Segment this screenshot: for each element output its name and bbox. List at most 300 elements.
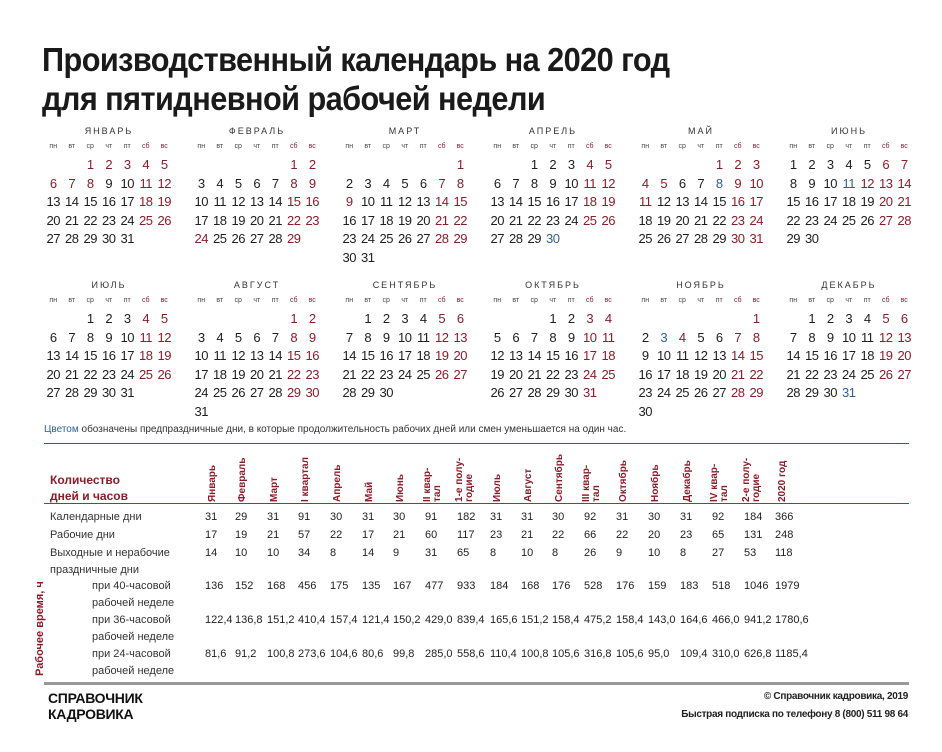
day-cell: 24 xyxy=(361,231,375,246)
logo-line-1: СПРАВОЧНИК xyxy=(48,690,143,706)
weekday-label: пт xyxy=(715,297,723,304)
day-cell: 17 xyxy=(120,194,134,209)
day-cell: 24 xyxy=(564,212,578,228)
day-cell: 20 xyxy=(46,366,60,382)
day-cell: 27 xyxy=(675,231,689,246)
empty-day xyxy=(63,156,82,175)
day-cell: 18 xyxy=(416,348,430,363)
holiday-day: 24 xyxy=(194,231,208,246)
empty-day xyxy=(488,156,507,175)
day-cell: 17 xyxy=(657,366,671,382)
day-cell: 12 xyxy=(490,348,504,363)
day-cell: 14 xyxy=(342,348,356,363)
weekday-label: чт xyxy=(845,297,853,304)
table-cell: 158,4 xyxy=(552,614,580,626)
holiday-day: 10 xyxy=(583,329,597,345)
column-header xyxy=(550,446,570,502)
week-row xyxy=(340,175,470,194)
day-cell: 26 xyxy=(657,231,671,246)
holiday-day: 2 xyxy=(105,157,113,172)
table-cell: 176 xyxy=(616,580,635,592)
day-cell: 8 xyxy=(86,329,94,345)
weekday-label: пн xyxy=(49,297,58,304)
day-cell: 15 xyxy=(712,194,726,209)
empty-day xyxy=(192,310,211,329)
column-header-label: Май xyxy=(364,481,375,502)
weekday-label: чт xyxy=(401,297,409,304)
day-cell: 3 xyxy=(123,311,131,326)
day-cell: 18 xyxy=(213,212,227,228)
header-label-line-2: дней и часов xyxy=(50,489,128,503)
week-row xyxy=(340,230,470,249)
holiday-day: 1 xyxy=(290,311,298,326)
week-row xyxy=(784,347,914,366)
table-cell: 31 xyxy=(490,511,503,523)
day-cell: 18 xyxy=(638,212,652,228)
weekday-label: пт xyxy=(271,143,279,150)
weekday-row xyxy=(636,138,766,156)
day-cell: 31 xyxy=(120,385,134,400)
table-cell: 8 xyxy=(552,547,559,559)
day-cell: 4 xyxy=(863,311,871,326)
table-cell: 164,6 xyxy=(680,614,708,626)
column-header-label: Март xyxy=(269,477,280,502)
weekday-row xyxy=(784,292,914,310)
week-row xyxy=(784,384,914,403)
day-cell: 6 xyxy=(253,175,261,191)
row-label: при 36-часовой xyxy=(92,614,171,626)
table-cell: 168 xyxy=(521,580,540,592)
holiday-day: 13 xyxy=(453,329,467,345)
empty-day xyxy=(248,156,267,175)
holiday-day: 7 xyxy=(900,157,908,172)
holiday-day: 4 xyxy=(142,157,150,172)
week-row xyxy=(636,384,766,403)
table-cell: 167 xyxy=(393,580,412,592)
day-cell: 17 xyxy=(823,194,837,209)
table-cell: 151,2 xyxy=(521,614,549,626)
day-cell: 13 xyxy=(46,348,60,363)
holiday-day: 7 xyxy=(734,329,742,345)
empty-day xyxy=(507,156,526,175)
day-cell: 10 xyxy=(120,329,134,345)
weekday-label: пн xyxy=(789,297,798,304)
holiday-day: 12 xyxy=(435,329,449,345)
day-cell: 5 xyxy=(697,329,705,345)
holiday-day: 3 xyxy=(586,311,594,326)
table-cell: 20 xyxy=(648,529,661,541)
weekday-label: вт xyxy=(216,297,224,304)
day-cell: 26 xyxy=(231,231,245,246)
holiday-day: 28 xyxy=(897,212,911,228)
weekday-label: пт xyxy=(123,143,131,150)
day-cell: 4 xyxy=(216,175,224,191)
month-5 xyxy=(636,124,766,249)
day-cell: 8 xyxy=(530,175,538,191)
empty-day xyxy=(340,310,359,329)
table-top-divider xyxy=(44,443,909,444)
holiday-day: 5 xyxy=(604,157,612,172)
subscribe-text: Быстрая подписка по телефону 8 (800) 511 98 64 xyxy=(681,709,908,720)
day-cell: 26 xyxy=(231,385,245,400)
weekday-label: ср xyxy=(826,143,834,150)
day-cell: 9 xyxy=(105,175,113,191)
holiday-day: 21 xyxy=(731,366,745,382)
day-cell: 14 xyxy=(65,194,79,209)
holiday-day: 2 xyxy=(308,311,316,326)
table-cell: 183 xyxy=(680,580,699,592)
empty-day xyxy=(655,310,674,329)
day-cell: 15 xyxy=(786,194,800,209)
day-cell: 15 xyxy=(805,348,819,363)
day-cell: 8 xyxy=(364,329,372,345)
day-cell: 1 xyxy=(530,157,538,172)
weekday-label: сб xyxy=(881,297,890,304)
day-cell: 2 xyxy=(382,311,390,326)
holiday-day: 25 xyxy=(139,366,153,382)
week-row xyxy=(488,175,618,194)
day-cell: 1 xyxy=(86,311,94,326)
day-cell: 6 xyxy=(678,175,686,191)
day-cell: 20 xyxy=(490,212,504,228)
table-cell: 22 xyxy=(616,529,629,541)
month-11 xyxy=(636,278,766,421)
day-cell: 17 xyxy=(194,366,208,382)
table-cell: 10 xyxy=(267,547,280,559)
title-line-1: Производственный календарь на 2020 год xyxy=(42,41,670,78)
holiday-day: 25 xyxy=(601,366,615,382)
holiday-day: 11 xyxy=(639,194,652,209)
week-row xyxy=(192,310,322,329)
day-cell: 21 xyxy=(527,366,541,382)
week-row xyxy=(784,310,914,329)
day-cell: 13 xyxy=(250,194,264,209)
holiday-day: 15 xyxy=(453,194,467,209)
month-7 xyxy=(44,278,174,403)
week-row xyxy=(340,329,470,348)
weekday-label: пн xyxy=(345,143,354,150)
holiday-day: 4 xyxy=(604,311,612,326)
month-name: ИЮЛЬ xyxy=(91,280,127,290)
week-row xyxy=(192,175,322,194)
table-cell: 165,6 xyxy=(490,614,518,626)
holiday-day: 18 xyxy=(583,194,597,209)
week-row xyxy=(340,212,470,231)
day-cell: 2 xyxy=(808,157,816,172)
day-cell: 13 xyxy=(46,194,60,209)
empty-day xyxy=(359,156,378,175)
table-cell: 8 xyxy=(680,547,687,559)
day-cell: 10 xyxy=(564,175,578,191)
weekday-label: пт xyxy=(567,297,575,304)
holiday-day: 22 xyxy=(287,366,301,382)
day-cell: 27 xyxy=(490,231,504,246)
weekday-label: вс xyxy=(308,143,316,150)
holiday-day: 8 xyxy=(290,329,298,345)
empty-day xyxy=(396,156,415,175)
day-cell: 20 xyxy=(712,366,726,382)
table-cell: 121,4 xyxy=(362,614,390,626)
table-cell: 136 xyxy=(205,580,224,592)
day-cell: 16 xyxy=(564,348,578,363)
day-cell: 25 xyxy=(213,231,227,246)
day-cell: 18 xyxy=(379,212,393,228)
table-cell: 456 xyxy=(298,580,317,592)
table-cell: 65 xyxy=(712,529,725,541)
table-cell: 100,8 xyxy=(521,648,549,660)
empty-day xyxy=(673,156,692,175)
holiday-day: 18 xyxy=(139,194,153,209)
pre-holiday-day: 11 xyxy=(842,175,855,191)
table-cell: 8 xyxy=(490,547,497,559)
table-cell: 175 xyxy=(330,580,349,592)
column-header-label: III квар- тал xyxy=(581,464,602,502)
week-row xyxy=(340,384,470,403)
empty-day xyxy=(636,310,655,329)
day-cell: 24 xyxy=(823,212,837,228)
holiday-day: 26 xyxy=(157,212,171,228)
table-cell: 31 xyxy=(521,511,534,523)
column-header-label: Апрель xyxy=(332,464,343,502)
day-cell: 21 xyxy=(694,212,708,228)
weekday-label: ср xyxy=(86,143,94,150)
table-cell: 839,4 xyxy=(457,614,485,626)
weekday-label: чт xyxy=(845,143,853,150)
day-cell: 3 xyxy=(826,157,834,172)
holiday-day: 11 xyxy=(139,329,152,345)
day-cell: 21 xyxy=(65,366,79,382)
holiday-day: 5 xyxy=(660,175,668,191)
day-cell: 18 xyxy=(842,194,856,209)
day-cell: 13 xyxy=(712,348,726,363)
legend-note xyxy=(44,424,626,435)
holiday-day: 6 xyxy=(49,175,57,191)
weekday-label: вс xyxy=(900,297,908,304)
table-cell: 273,6 xyxy=(298,648,326,660)
holiday-day: 9 xyxy=(734,175,742,191)
day-cell: 17 xyxy=(564,194,578,209)
column-header xyxy=(423,446,443,502)
weekday-label: вт xyxy=(68,297,76,304)
holiday-day: 19 xyxy=(435,348,449,363)
holiday-day: 5 xyxy=(160,311,168,326)
day-cell: 12 xyxy=(231,348,245,363)
week-row xyxy=(784,212,914,231)
pre-holiday-day: 8 xyxy=(715,175,723,191)
weekday-label: пт xyxy=(863,297,871,304)
week-row xyxy=(192,212,322,231)
day-cell: 28 xyxy=(342,385,356,400)
day-cell: 14 xyxy=(268,194,282,209)
holiday-day: 13 xyxy=(897,329,911,345)
day-cell: 7 xyxy=(271,329,279,345)
table-cell: 81,6 xyxy=(205,648,227,660)
table-cell: 23 xyxy=(490,529,503,541)
week-row xyxy=(636,230,766,249)
day-cell: 25 xyxy=(213,385,227,400)
weekday-label: ср xyxy=(678,143,686,150)
day-cell: 21 xyxy=(342,366,356,382)
weekday-label: пн xyxy=(197,143,206,150)
table-cell: 30 xyxy=(393,511,406,523)
day-cell: 9 xyxy=(826,329,834,345)
holiday-day: 3 xyxy=(752,157,760,172)
column-header xyxy=(678,446,698,502)
table-cell: 31 xyxy=(205,511,218,523)
day-cell: 1 xyxy=(549,311,557,326)
day-cell: 30 xyxy=(638,403,652,419)
holiday-day: 8 xyxy=(752,329,760,345)
week-row xyxy=(44,156,174,175)
weekday-label: сб xyxy=(437,297,446,304)
day-cell: 27 xyxy=(46,385,60,400)
column-header-label: 2020 год xyxy=(777,460,788,502)
table-cell: 159 xyxy=(648,580,667,592)
day-cell: 5 xyxy=(493,329,501,345)
weekday-label: вс xyxy=(752,297,760,304)
table-cell: 65 xyxy=(457,547,470,559)
day-cell: 15 xyxy=(83,348,97,363)
holiday-day: 13 xyxy=(879,175,893,191)
day-cell: 25 xyxy=(416,366,430,382)
table-cell: 105,6 xyxy=(552,648,580,660)
table-cell: 57 xyxy=(298,529,311,541)
holiday-day: 9 xyxy=(345,194,353,209)
day-cell: 6 xyxy=(49,329,57,345)
table-cell: 60 xyxy=(425,529,438,541)
day-cell: 5 xyxy=(234,329,242,345)
holiday-day: 12 xyxy=(860,175,874,191)
holiday-day: 27 xyxy=(897,366,911,382)
week-row xyxy=(488,156,618,175)
table-cell: 91,2 xyxy=(235,648,257,660)
table-cell: 429,0 xyxy=(425,614,453,626)
day-cell: 6 xyxy=(715,329,723,345)
week-row xyxy=(340,347,470,366)
holiday-day: 31 xyxy=(583,385,597,400)
day-cell: 9 xyxy=(808,175,816,191)
weekday-label: вс xyxy=(308,297,316,304)
weekday-label: сб xyxy=(141,297,150,304)
holiday-day: 4 xyxy=(586,157,594,172)
table-cell: 99,8 xyxy=(393,648,415,660)
day-cell: 16 xyxy=(546,194,560,209)
weekday-label: пт xyxy=(123,297,131,304)
day-cell: 29 xyxy=(361,385,375,400)
day-cell: 9 xyxy=(382,329,390,345)
day-cell: 2 xyxy=(549,157,557,172)
week-row xyxy=(44,193,174,212)
day-cell: 24 xyxy=(398,366,412,382)
holiday-day: 24 xyxy=(583,366,597,382)
weekday-label: вс xyxy=(160,297,168,304)
day-cell: 24 xyxy=(657,385,671,400)
holiday-day: 19 xyxy=(157,194,171,209)
column-header-label: I квартал xyxy=(300,457,311,502)
weekday-row xyxy=(340,138,470,156)
day-cell: 19 xyxy=(860,194,874,209)
row-label: праздничные дни xyxy=(50,564,140,576)
table-cell: 21 xyxy=(267,529,280,541)
table-cell: 528 xyxy=(584,580,603,592)
empty-day xyxy=(692,310,711,329)
column-header xyxy=(391,446,411,502)
holiday-day: 15 xyxy=(287,194,301,209)
weekday-label: вс xyxy=(604,297,612,304)
holiday-day: 27 xyxy=(453,366,467,382)
pre-holiday-day: 30 xyxy=(546,231,560,246)
holiday-day: 11 xyxy=(602,329,615,345)
day-cell: 10 xyxy=(194,348,208,363)
holiday-day: 11 xyxy=(583,175,596,191)
holiday-day: 18 xyxy=(139,348,153,363)
header-label-line-1: Количество xyxy=(50,473,120,487)
weekday-label: пт xyxy=(419,143,427,150)
holiday-day: 4 xyxy=(641,175,649,191)
day-cell: 7 xyxy=(697,175,705,191)
empty-day xyxy=(377,156,396,175)
table-cell: 466,0 xyxy=(712,614,740,626)
column-header xyxy=(360,446,380,502)
weekday-label: сб xyxy=(585,297,594,304)
weekday-row xyxy=(340,292,470,310)
day-cell: 9 xyxy=(549,175,557,191)
week-row xyxy=(340,249,470,268)
row-label: Выходные и нерабочие xyxy=(50,547,170,559)
month-2 xyxy=(192,124,322,249)
holiday-day: 20 xyxy=(879,194,893,209)
day-cell: 22 xyxy=(83,212,97,228)
table-cell: 109,4 xyxy=(680,648,708,660)
holiday-day: 17 xyxy=(583,348,597,363)
week-row xyxy=(44,230,174,249)
weekday-row xyxy=(636,292,766,310)
day-cell: 11 xyxy=(861,329,874,345)
month-name: ИЮНЬ xyxy=(831,126,867,136)
table-cell: 310,0 xyxy=(712,648,740,660)
day-cell: 26 xyxy=(694,385,708,400)
holiday-day: 8 xyxy=(456,175,464,191)
day-cell: 28 xyxy=(527,385,541,400)
empty-day xyxy=(433,156,452,175)
week-row xyxy=(192,384,322,403)
week-row xyxy=(636,347,766,366)
day-cell: 10 xyxy=(823,175,837,191)
day-cell: 17 xyxy=(842,348,856,363)
day-cell: 23 xyxy=(638,385,652,400)
month-6 xyxy=(784,124,914,249)
holiday-day: 4 xyxy=(142,311,150,326)
table-cell: 105,6 xyxy=(616,648,644,660)
weekday-row xyxy=(784,138,914,156)
column-header-label: Ноябрь xyxy=(650,464,661,502)
column-header xyxy=(233,446,253,502)
table-cell: 143,0 xyxy=(648,614,676,626)
day-cell: 27 xyxy=(509,385,523,400)
weekday-row xyxy=(488,292,618,310)
weekday-label: вс xyxy=(752,143,760,150)
day-cell: 30 xyxy=(102,231,116,246)
day-cell: 31 xyxy=(194,403,208,419)
pre-holiday-day: 31 xyxy=(842,385,856,400)
day-cell: 15 xyxy=(83,194,97,209)
day-cell: 28 xyxy=(786,385,800,400)
column-header-label: II квар- тал xyxy=(422,467,443,502)
week-row xyxy=(636,212,766,231)
holiday-day: 12 xyxy=(157,329,171,345)
holiday-day: 2 xyxy=(734,157,742,172)
day-cell: 27 xyxy=(712,385,726,400)
